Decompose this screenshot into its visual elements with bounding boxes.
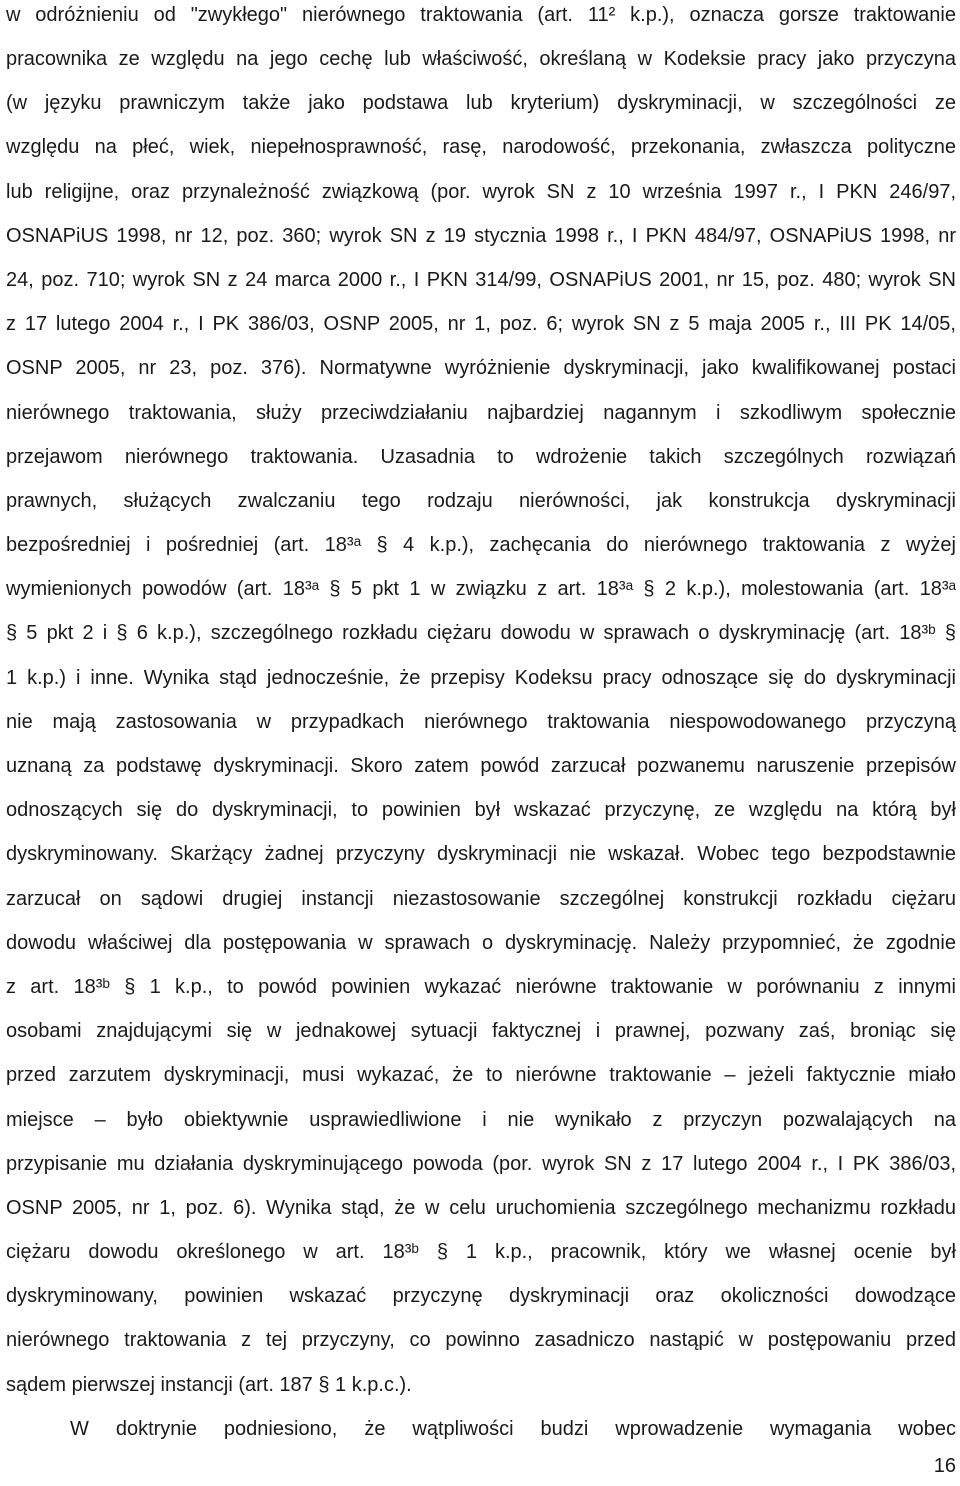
text-line: względu na płeć, wiek, niepełnosprawność, rasę, narodowość, przekonania, zwłaszcza polityczne bbox=[6, 136, 956, 159]
text-line: pracownika ze względu na jego cechę lub właściwość, określaną w Kodeksie pracy jako przyczyna bbox=[6, 48, 956, 70]
text-line: miejsce – było obiektywnie usprawiedliwione i nie wynikało z przyczyn pozwalających na bbox=[6, 1108, 956, 1131]
text-line: lub religijne, oraz przynależność związkową (por. wyrok SN z 10 września 1997 r., I PKN 246/97, bbox=[6, 180, 956, 203]
document-body bbox=[6, 0, 956, 1451]
text-line: nie mają zastosowania w przypadkach nierównego traktowania niespowodowanego przyczyną bbox=[6, 710, 956, 733]
text-line: OSNAPiUS 1998, nr 12, poz. 360; wyrok SN z 19 stycznia 1998 r., I PKN 484/97, OSNAPiUS 1998, nr bbox=[6, 224, 956, 247]
text-line: nierównego traktowania z tej przyczyny, co powinno zasadniczo nastąpić w postępowaniu przed bbox=[6, 1329, 956, 1352]
text-line: nierównego traktowania, służy przeciwdziałaniu najbardziej nagannym i szkodliwym społecznie bbox=[6, 401, 956, 424]
text-line: przypisanie mu działania dyskryminującego powoda (por. wyrok SN z 17 lutego 2004 r., I PK 386/03, bbox=[6, 1152, 956, 1175]
text-line: OSNP 2005, nr 23, poz. 376). Normatywne wyróżnienie dyskryminacji, jako kwalifikowanej postaci bbox=[6, 357, 956, 380]
text-line: w odróżnieniu od "zwykłego" nierównego traktowania (art. 11² k.p.), oznacza gorsze traktowanie bbox=[6, 4, 956, 26]
text-line: uznaną za podstawę dyskryminacji. Skoro zatem powód zarzucał pozwanemu naruszenie przepisów bbox=[6, 755, 956, 777]
text-line: dowodu właściwej dla postępowania w sprawach o dyskryminację. Należy przypomnieć, że zgodnie bbox=[6, 931, 956, 954]
text-line: wymienionych powodów (art. 18³ᵃ § 5 pkt 1 w związku z art. 18³ᵃ § 2 k.p.), molestowania (art. 18³ᵃ bbox=[6, 578, 956, 601]
text-line: 24, poz. 710; wyrok SN z 24 marca 2000 r., I PKN 314/99, OSNAPiUS 2001, nr 15, poz. 480; wyrok SN bbox=[6, 268, 956, 291]
text-line: 1 k.p.) i inne. Wynika stąd jednocześnie, że przepisy Kodeksu pracy odnoszące się do dyskryminacji bbox=[6, 666, 956, 689]
text-line: przejawom nierównego traktowania. Uzasadnia to wdrożenie takich szczególnych rozwiązań bbox=[6, 445, 956, 468]
text-line: bezpośredniej i pośredniej (art. 18³ᵃ § 4 k.p.), zachęcania do nierównego traktowania z wyżej bbox=[6, 534, 956, 557]
text-line: (w języku prawniczym także jako podstawa lub kryterium) dyskryminacji, w szczególności ze bbox=[6, 92, 956, 115]
text-line: prawnych, służących zwalczaniu tego rodzaju nierówności, jak konstrukcja dyskryminacji bbox=[6, 489, 956, 512]
text-line: OSNP 2005, nr 1, poz. 6). Wynika stąd, że w celu uruchomienia szczególnego mechanizmu rozkładu bbox=[6, 1196, 956, 1219]
text-line: odnoszących się do dyskryminacji, to powinien był wskazać przyczynę, ze względu na którą był bbox=[6, 799, 956, 822]
paragraph-last-line: sądem pierwszej instancji (art. 187 § 1 k.p.c.). bbox=[6, 1373, 412, 1396]
text-line: § 5 pkt 2 i § 6 k.p.), szczególnego rozkładu ciężaru dowodu w sprawach o dyskryminację (art. 18³ᵇ § bbox=[6, 622, 956, 645]
text-line: przed zarzutem dyskryminacji, musi wykazać, że to nierówne traktowanie – jeżeli faktycznie miało bbox=[6, 1064, 956, 1087]
paragraph-first-line: W doktrynie podniesiono, że wątpliwości budzi wprowadzenie wymagania wobec bbox=[70, 1417, 956, 1440]
text-line: z 17 lutego 2004 r., I PK 386/03, OSNP 2005, nr 1, poz. 6; wyrok SN z 5 maja 2005 r., III PK 14/05, bbox=[6, 313, 956, 336]
text-line: ciężaru dowodu określonego w art. 18³ᵇ § 1 k.p., pracownik, który we własnej ocenie był bbox=[6, 1241, 956, 1264]
text-line: z art. 18³ᵇ § 1 k.p., to powód powinien wykazać nierówne traktowanie w porównaniu z innymi bbox=[6, 975, 956, 998]
page-number: 16 bbox=[933, 1455, 956, 1477]
text-line: zarzucał on sądowi drugiej instancji niezastosowanie szczególnej konstrukcji rozkładu ciężaru bbox=[6, 887, 956, 910]
text-line: dyskryminowany. Skarżący żadnej przyczyny dyskryminacji nie wskazał. Wobec tego bezpodstawnie bbox=[6, 843, 956, 866]
text-line: dyskryminowany, powinien wskazać przyczynę dyskryminacji oraz okoliczności dowodzące bbox=[6, 1285, 956, 1308]
text-line: osobami znajdującymi się w jednakowej sytuacji faktycznej i prawnej, pozwany zaś, broniąc się bbox=[6, 1020, 956, 1043]
